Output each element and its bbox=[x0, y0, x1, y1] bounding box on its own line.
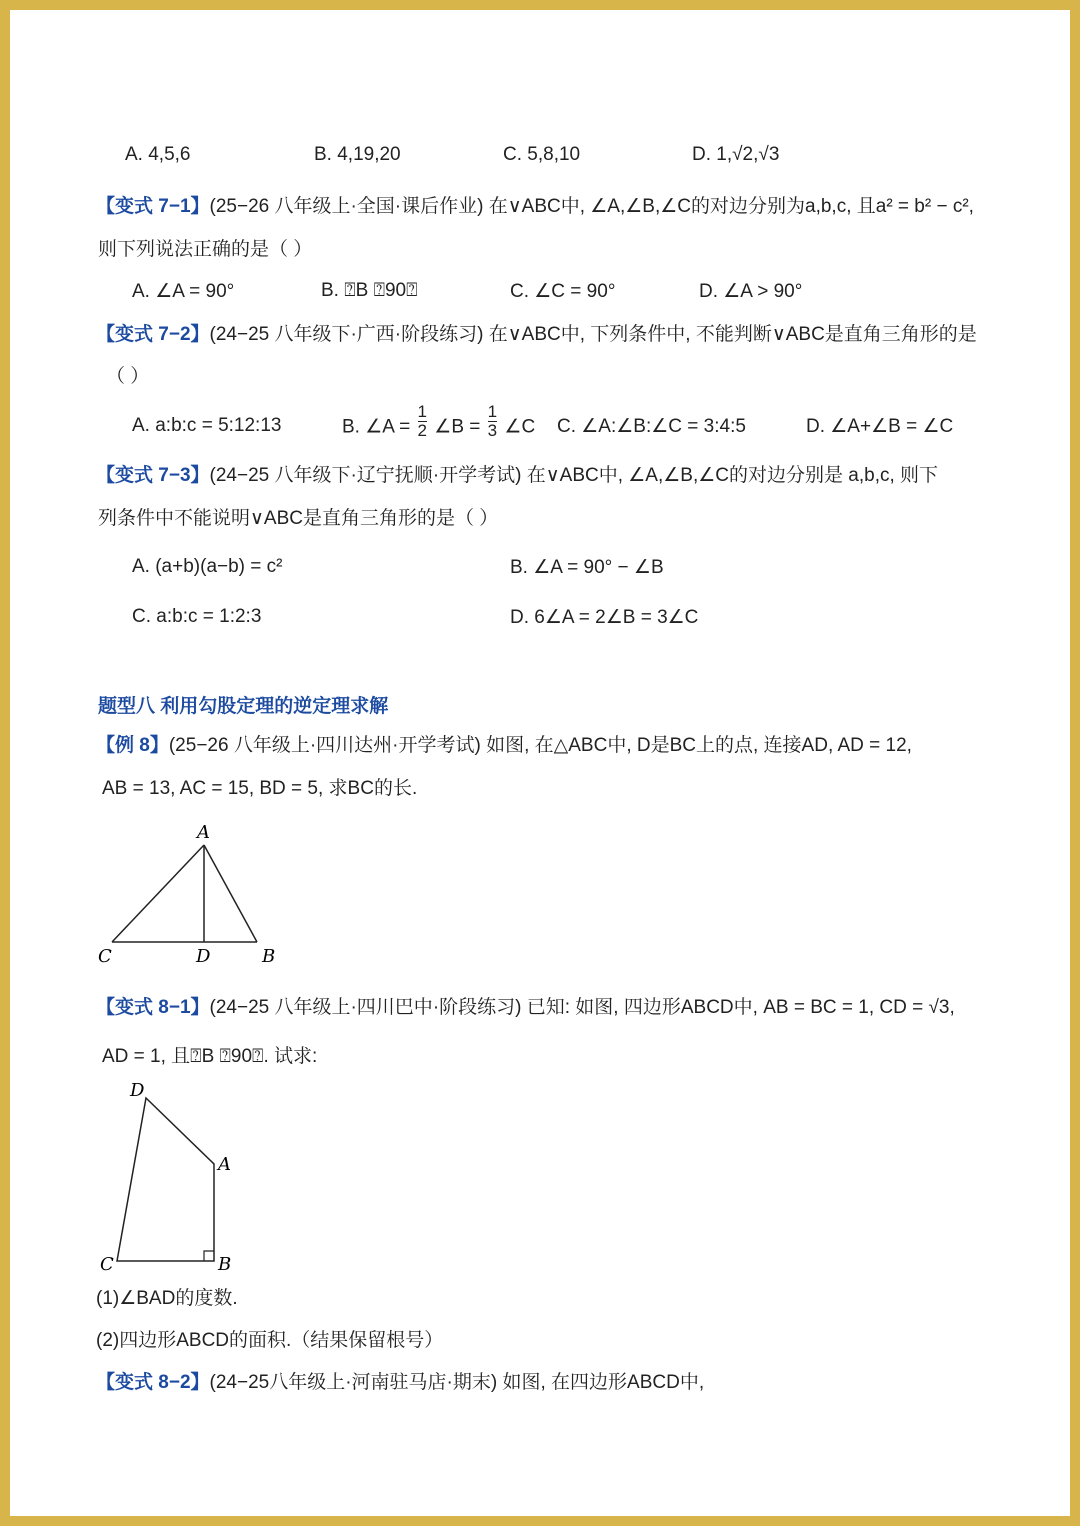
problem-7-3 bbox=[96, 464, 938, 488]
option-a: A. a:b:c = 5:12:13 bbox=[132, 415, 282, 436]
vertex-label-d: D bbox=[130, 1080, 145, 1101]
triangle-figure bbox=[92, 820, 292, 980]
example-8-line2: AB = 13, AC = 15, BD = 5, 求BC的长. bbox=[102, 778, 418, 799]
example-text: (25−26 八年级上·四川达州·开学考试) 如图, 在△ABC中, D是BC上的点, 连接AD, AD = 12, bbox=[168, 735, 912, 756]
problem-text: (24−25 八年级下·广西·阶段练习) 在∨ABC中, 下列条件中, 不能判断∨ABC是直角三角形的是 bbox=[209, 324, 977, 345]
option-c: C. 5,8,10 bbox=[503, 144, 581, 165]
option-d: D. ∠A+∠B = ∠C bbox=[806, 416, 954, 437]
fraction-numerator: 1 bbox=[487, 402, 498, 421]
problem-text: (24−25 八年级上·四川巴中·阶段练习) 已知: 如图, 四边形ABCD中, AB = BC = 1, CD = √3, bbox=[209, 997, 955, 1018]
option-d: D. 1,√2,√3 bbox=[692, 144, 780, 165]
option-b: B. ∠A = 90° − ∠B bbox=[510, 557, 664, 578]
problem-label: 【变式 8−2】 bbox=[96, 1372, 210, 1393]
option-c: C. ∠C = 90° bbox=[510, 281, 616, 302]
vertex-label-b: B bbox=[262, 946, 276, 967]
vertex-label-a: A bbox=[218, 1154, 231, 1175]
sub-question-2: (2)四边形ABCD的面积.（结果保留根号） bbox=[96, 1330, 444, 1351]
option-b-mid: ∠B = bbox=[434, 416, 481, 438]
problem-label: 【变式 7−2】 bbox=[96, 324, 210, 345]
option-a: A. 4,5,6 bbox=[125, 144, 191, 165]
option-a: A. ∠A = 90° bbox=[132, 281, 235, 302]
option-d: D. ∠A > 90° bbox=[699, 281, 803, 302]
fraction-denominator: 2 bbox=[417, 421, 428, 440]
option-b-post: ∠C bbox=[504, 416, 536, 438]
option-b: B. ⍰B ⍰90⍰ bbox=[321, 280, 418, 301]
fraction-numerator: 1 bbox=[417, 402, 428, 421]
problem-7-1 bbox=[96, 195, 974, 219]
fraction-denominator: 3 bbox=[487, 421, 498, 440]
option-b: B. 4,19,20 bbox=[314, 144, 401, 165]
option-a: A. (a+b)(a−b) = c² bbox=[132, 556, 283, 577]
problem-7-1-line2: 则下列说法正确的是（ ） bbox=[98, 239, 313, 260]
problem-text: (25−26 八年级上·全国·课后作业) 在∨ABC中, ∠A,∠B,∠C的对边分别为a,b,c, 且a² = b² − c², bbox=[209, 196, 974, 217]
vertex-label-b: B bbox=[218, 1254, 232, 1275]
problem-text: (24−25八年级上·河南驻马店·期末) 如图, 在四边形ABCD中, bbox=[209, 1372, 705, 1393]
problem-8-1-line2: AD = 1, 且⍰B ⍰90⍰. 试求: bbox=[102, 1046, 318, 1067]
vertex-label-a: A bbox=[197, 822, 210, 843]
segment-ac bbox=[112, 845, 204, 942]
quadrilateral-figure bbox=[92, 1080, 272, 1280]
problem-7-3-line2: 列条件中不能说明∨ABC是直角三角形的是（ ） bbox=[98, 508, 499, 529]
option-b-pre: B. ∠A = bbox=[342, 416, 411, 438]
problem-label: 【变式 7−3】 bbox=[96, 465, 210, 486]
document-page bbox=[10, 10, 1070, 1516]
fraction-half bbox=[418, 403, 427, 440]
problem-8-2 bbox=[96, 1371, 704, 1395]
option-c: C. ∠A:∠B:∠C = 3:4:5 bbox=[557, 416, 746, 437]
example-label: 【例 8】 bbox=[96, 735, 169, 756]
example-8 bbox=[96, 734, 912, 758]
option-b bbox=[342, 402, 536, 440]
problem-text: (24−25 八年级下·辽宁抚顺·开学考试) 在∨ABC中, ∠A,∠B,∠C的对边分别是 a,b,c, 则下 bbox=[209, 465, 939, 486]
problem-7-2 bbox=[96, 323, 977, 347]
vertex-label-d: D bbox=[196, 946, 211, 967]
option-c: C. a:b:c = 1:2:3 bbox=[132, 606, 262, 627]
sub-question-1: (1)∠BAD的度数. bbox=[96, 1288, 238, 1309]
vertex-label-c: C bbox=[100, 1254, 114, 1275]
segment-ab bbox=[204, 845, 257, 942]
problem-8-1 bbox=[96, 996, 955, 1020]
problem-label: 【变式 7−1】 bbox=[96, 196, 210, 217]
right-angle-mark bbox=[204, 1251, 214, 1261]
option-d: D. 6∠A = 2∠B = 3∠C bbox=[510, 607, 699, 628]
problem-label: 【变式 8−1】 bbox=[96, 997, 210, 1018]
problem-7-2-line2: （ ） bbox=[106, 366, 150, 387]
section-heading: 题型八 利用勾股定理的逆定理求解 bbox=[98, 696, 389, 717]
vertex-label-c: C bbox=[98, 946, 112, 967]
quadrilateral-abcd bbox=[117, 1098, 214, 1261]
fraction-third bbox=[488, 403, 497, 440]
